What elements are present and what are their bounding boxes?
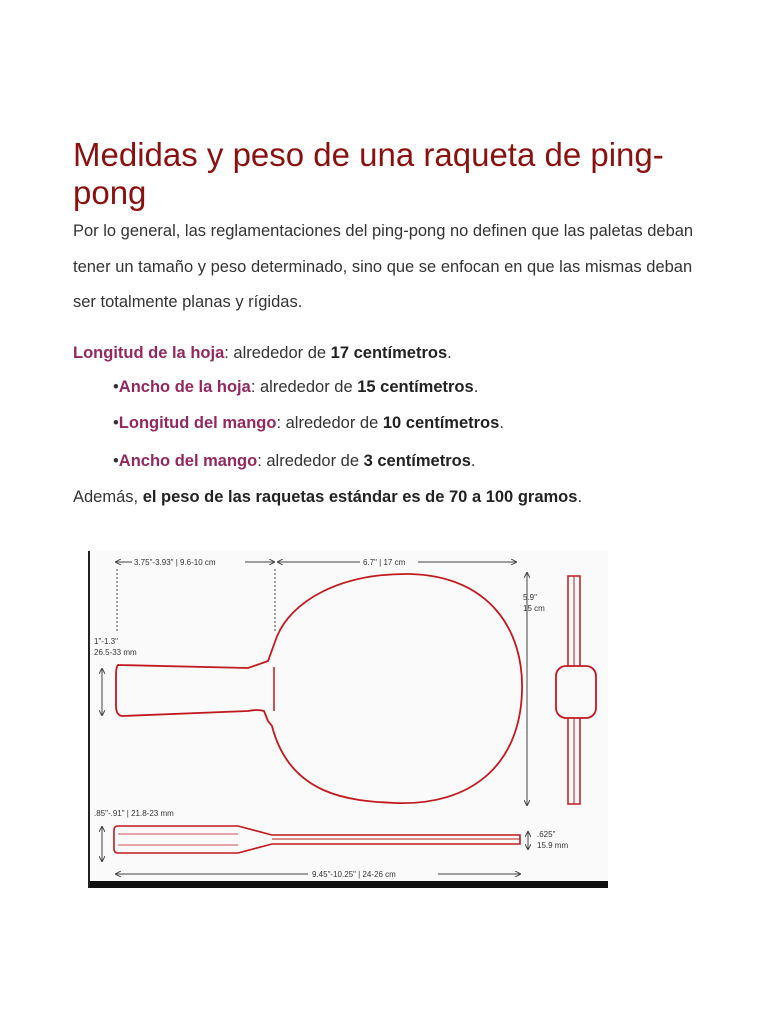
spec-period: . — [473, 378, 479, 396]
spec-period: . — [499, 414, 504, 432]
handle-width-mm-label: 26.5-33 mm — [94, 648, 137, 657]
weight-sentence — [73, 486, 582, 508]
spec-term: Ancho del mango — [118, 452, 258, 470]
handle-length-label: 3.75"-3.93" | 9.6-10 cm — [134, 558, 216, 567]
spec-period: . — [447, 344, 452, 362]
figure-bottom-border — [90, 881, 608, 888]
paddle-face-outline — [116, 574, 522, 803]
bullet-marker: • — [113, 414, 119, 432]
page-title: Medidas y peso de una raqueta de ping-pong — [73, 136, 664, 211]
blade-thickness-mm-label: 15.9 mm — [537, 841, 569, 850]
spec-blade-length — [73, 342, 452, 364]
blade-thickness-inch-label: .625" — [537, 830, 556, 839]
spec-value: 15 centímetros — [357, 378, 474, 396]
total-length-label: 9.45"-10.25" | 24-26 cm — [312, 870, 396, 879]
spec-blade-width — [113, 376, 478, 398]
weight-period: . — [577, 488, 583, 506]
handle-thickness-label: .85"-.91" | 21.8-23 mm — [94, 809, 174, 818]
spec-value: 3 centímetros — [363, 452, 471, 470]
bullet-marker: • — [113, 452, 119, 470]
spec-handle-width — [113, 450, 476, 472]
spec-text: : alrededor de — [250, 378, 358, 396]
handle-width-inch-label: 1"-1.3" — [94, 637, 118, 646]
blade-width-inch-label: 5.9" — [523, 593, 537, 602]
blade-length-label: 6.7" | 17 cm — [363, 558, 406, 567]
spec-text: : alrededor de — [257, 452, 364, 470]
paddle-dimensions-diagram — [88, 551, 608, 888]
intro-paragraph: Por lo general, las reglamentaciones del ping-pong no definen que las paletas deban tener un tamaño y peso determinado, sino que se enfocan en que las mismas deban ser totalmente planas y rígidas. — [73, 222, 694, 311]
spec-term: Ancho de la hoja — [118, 378, 251, 396]
spec-text: : alrededor de — [276, 414, 383, 432]
side-profile-handle — [556, 666, 596, 718]
spec-text: : alrededor de — [224, 344, 331, 362]
spec-value: 17 centímetros — [330, 344, 448, 362]
spec-period: . — [470, 452, 476, 470]
paddle-drawing — [90, 551, 608, 888]
blade-width-cm-label: 15 cm — [523, 604, 545, 613]
spec-term: Longitud del mango — [118, 414, 277, 432]
spec-term: Longitud de la hoja — [73, 344, 225, 362]
weight-value: el peso de las raquetas estándar es de 70 a 100 gramos — [142, 488, 578, 506]
bullet-marker: • — [113, 378, 119, 396]
spec-handle-length — [113, 412, 504, 434]
weight-text: Además, — [73, 488, 143, 506]
spec-value: 10 centímetros — [382, 414, 500, 432]
